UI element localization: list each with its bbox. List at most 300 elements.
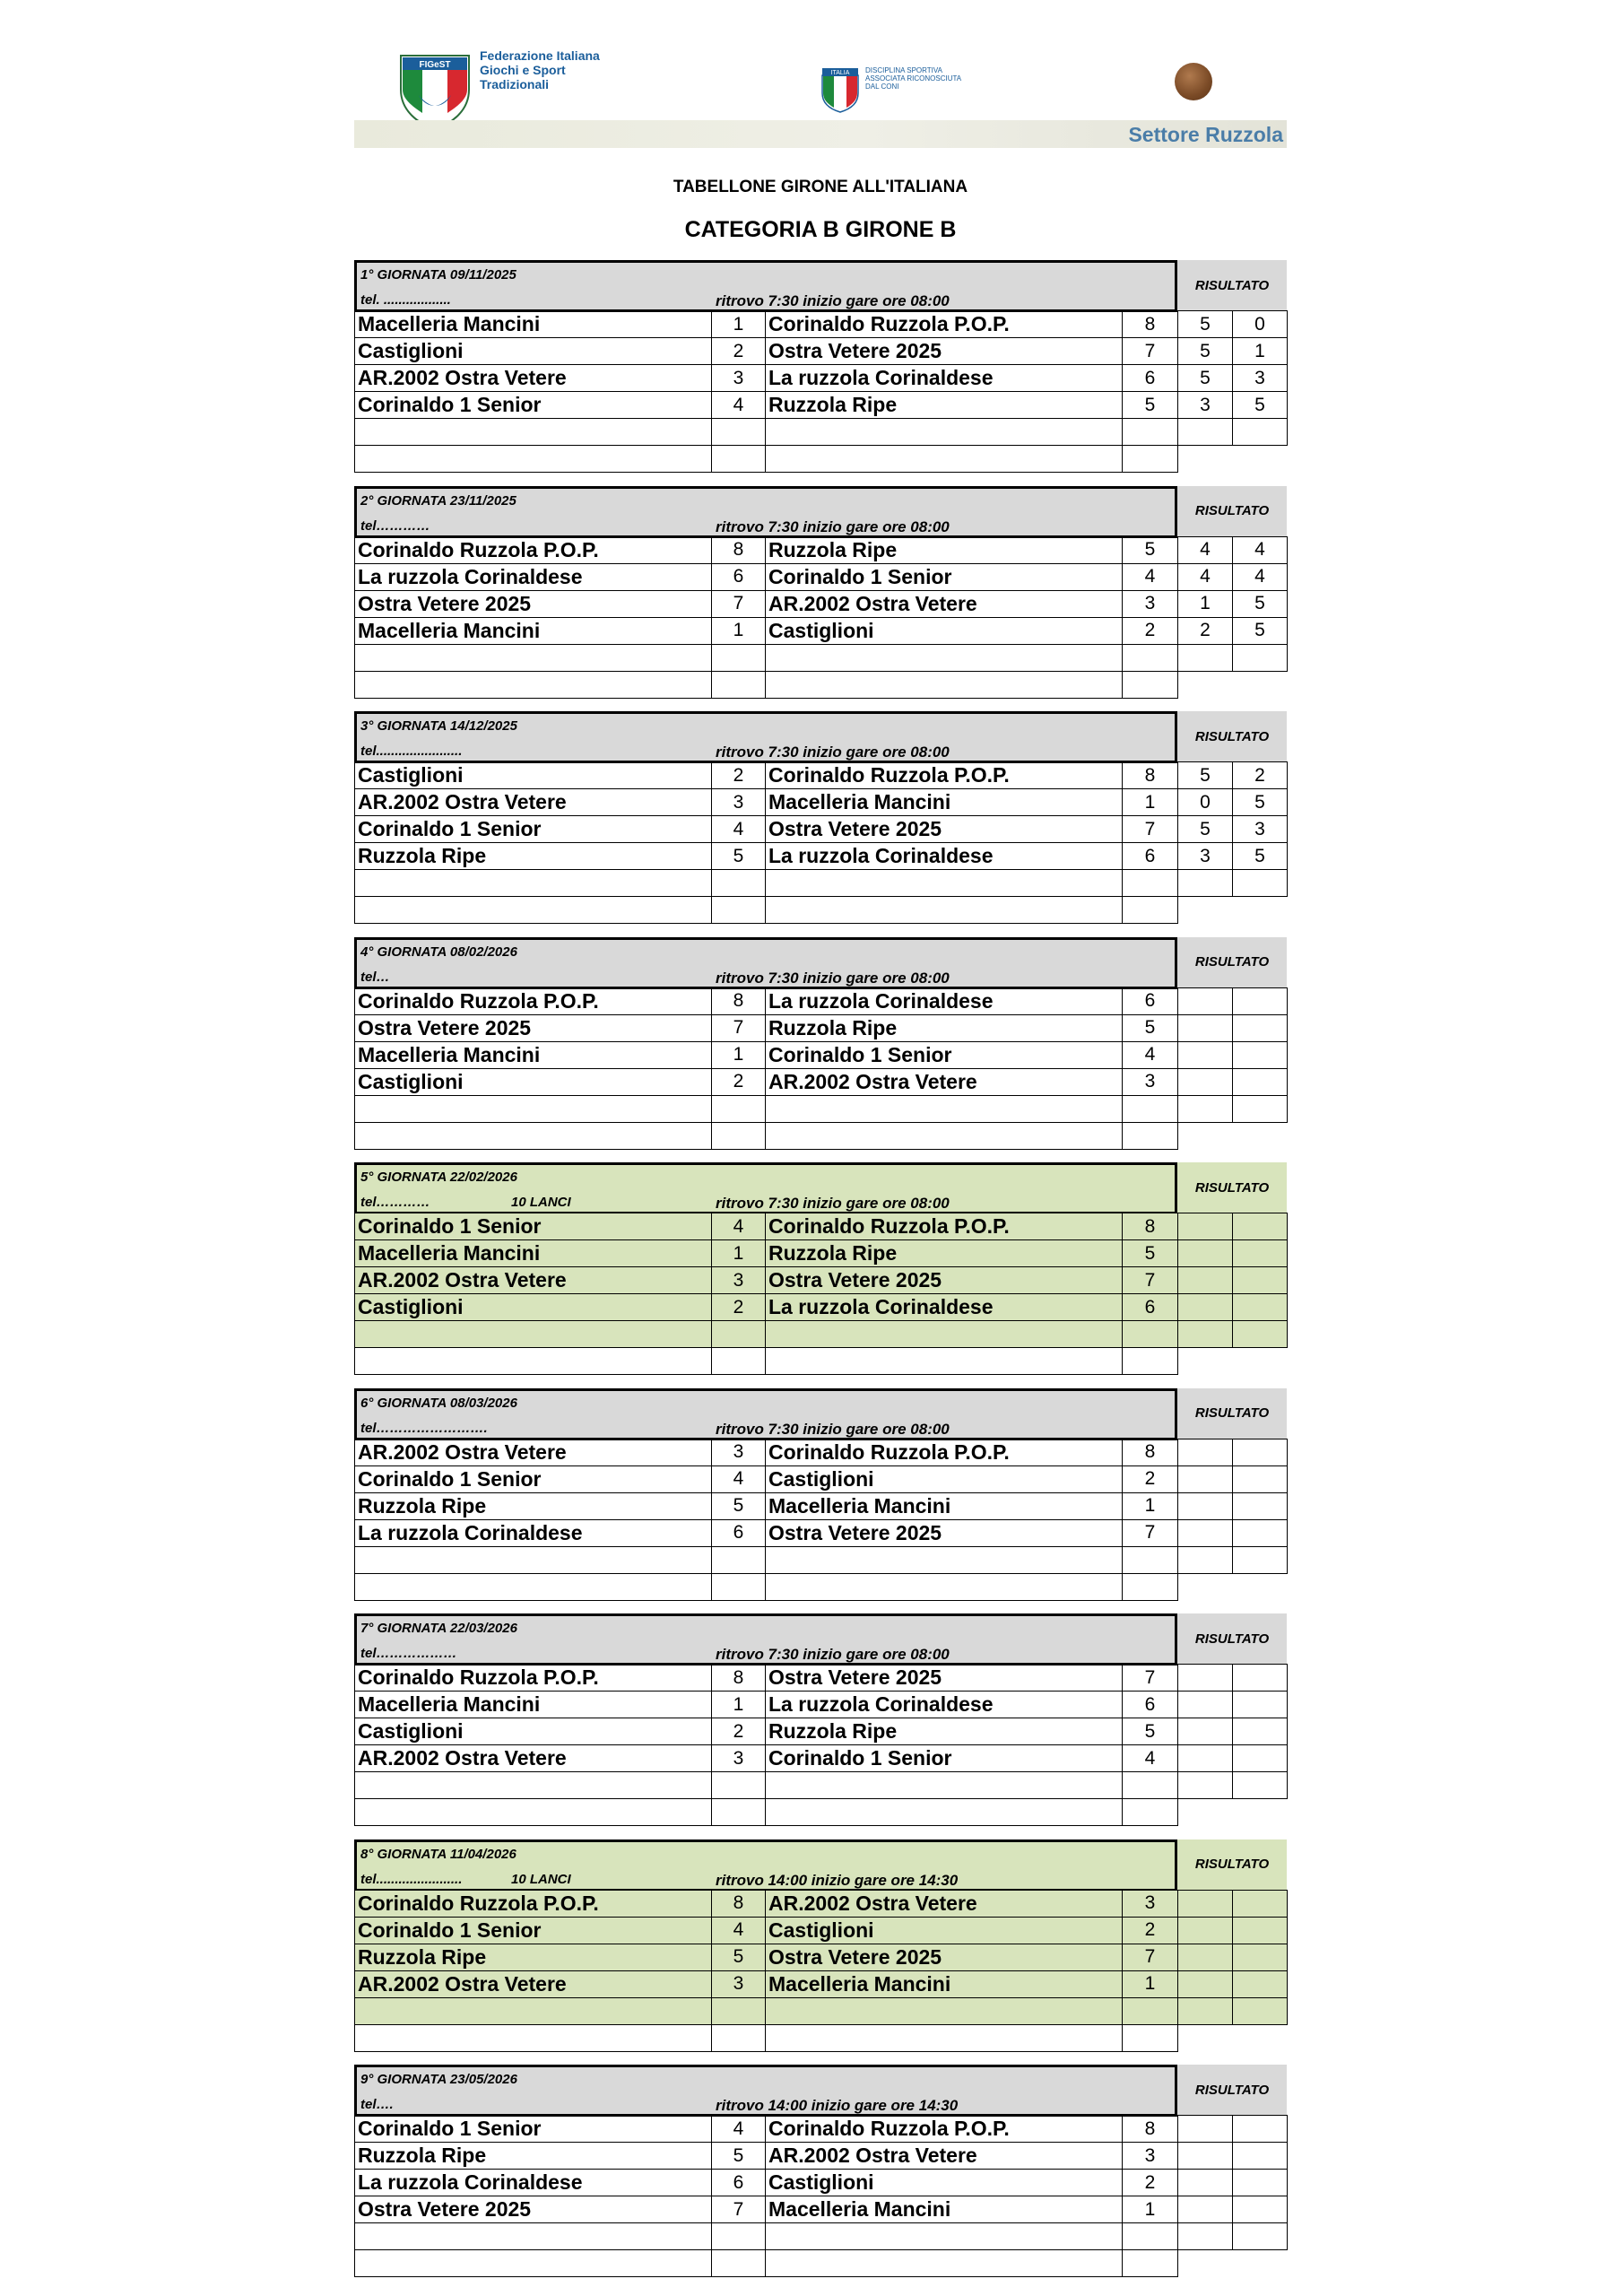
away-number: 2 (1123, 1465, 1178, 1492)
matches-table (354, 1439, 1288, 1601)
home-team: La ruzzola Corinaldese (355, 1519, 712, 1546)
home-team: Ostra Vetere 2025 (355, 590, 712, 617)
result-home (1178, 2196, 1233, 2223)
empty-row (355, 1321, 1288, 1348)
home-number: 5 (712, 1492, 766, 1519)
ruzzola-ball-icon (1175, 63, 1212, 100)
away-team: Ostra Vetere 2025 (766, 1665, 1123, 1692)
home-number: 4 (712, 816, 766, 843)
empty-cell (355, 2024, 712, 2051)
away-team: La ruzzola Corinaldese (766, 365, 1123, 392)
home-team: Castiglioni (355, 1294, 712, 1321)
result-away: 3 (1233, 816, 1288, 843)
match-row (355, 2143, 1288, 2170)
match-row (355, 590, 1288, 617)
round-ritrovo: ritrovo 7:30 inizio gare ore 08:00 (716, 1195, 950, 1212)
round-block (354, 711, 1287, 913)
home-team: Castiglioni (355, 338, 712, 365)
result-away (1233, 1068, 1288, 1095)
home-team: La ruzzola Corinaldese (355, 2170, 712, 2196)
away-team: Corinaldo Ruzzola P.O.P. (766, 1439, 1123, 1465)
home-number: 1 (712, 311, 766, 338)
result-away (1233, 1014, 1288, 1041)
home-number: 7 (712, 2196, 766, 2223)
result-home (1178, 1970, 1233, 1997)
home-team: Castiglioni (355, 762, 712, 789)
result-home (1178, 2116, 1233, 2143)
empty-row (355, 671, 1288, 698)
away-number: 7 (1123, 1944, 1178, 1970)
away-number: 5 (1123, 1240, 1178, 1267)
empty-cell (1123, 870, 1178, 897)
away-team: AR.2002 Ostra Vetere (766, 1890, 1123, 1917)
result-away (1233, 1944, 1288, 1970)
round-title: 1° GIORNATA 09/11/2025 (360, 267, 516, 283)
result-away: 4 (1233, 563, 1288, 590)
empty-cell (355, 446, 712, 473)
home-number: 1 (712, 617, 766, 644)
result-away: 0 (1233, 311, 1288, 338)
away-team: Ruzzola Ripe (766, 536, 1123, 563)
empty-cell (1178, 1799, 1233, 1826)
home-team: Castiglioni (355, 1718, 712, 1745)
empty-cell (1233, 671, 1288, 698)
result-home (1178, 1294, 1233, 1321)
result-away: 2 (1233, 762, 1288, 789)
away-team: La ruzzola Corinaldese (766, 843, 1123, 870)
home-number: 3 (712, 1745, 766, 1772)
empty-row (355, 1573, 1288, 1600)
result-home (1178, 1745, 1233, 1772)
home-number: 2 (712, 1718, 766, 1745)
empty-cell (1233, 1799, 1288, 1826)
empty-cell (1178, 1997, 1233, 2024)
away-team: Ruzzola Ripe (766, 1718, 1123, 1745)
match-row (355, 1718, 1288, 1745)
empty-cell (355, 671, 712, 698)
empty-cell (766, 1321, 1123, 1348)
result-away (1233, 1294, 1288, 1321)
match-row (355, 1745, 1288, 1772)
home-number: 4 (712, 1213, 766, 1240)
round-header (354, 1388, 1177, 1440)
result-home: 4 (1178, 563, 1233, 590)
away-number: 7 (1123, 1519, 1178, 1546)
away-number: 5 (1123, 1014, 1178, 1041)
coni-text-line: DAL CONI (865, 83, 899, 91)
away-team: Corinaldo Ruzzola P.O.P. (766, 1213, 1123, 1240)
document-header (354, 45, 1287, 148)
match-row (355, 536, 1288, 563)
result-home (1178, 1213, 1233, 1240)
result-home: 3 (1178, 392, 1233, 419)
home-number: 2 (712, 1294, 766, 1321)
round-block (354, 1388, 1287, 1590)
result-away (1233, 2143, 1288, 2170)
result-home (1178, 1519, 1233, 1546)
away-number: 8 (1123, 2116, 1178, 2143)
empty-cell (355, 644, 712, 671)
away-number: 3 (1123, 1068, 1178, 1095)
home-team: Ruzzola Ripe (355, 843, 712, 870)
result-away (1233, 1692, 1288, 1718)
away-team: AR.2002 Ostra Vetere (766, 2143, 1123, 2170)
round-title: 4° GIORNATA 08/02/2026 (360, 944, 517, 960)
home-team: Ruzzola Ripe (355, 1944, 712, 1970)
result-home (1178, 1890, 1233, 1917)
home-number: 3 (712, 1970, 766, 1997)
coni-abbr: ITALIA (830, 70, 850, 76)
settore-label: Settore Ruzzola (1128, 123, 1283, 146)
empty-cell (355, 1772, 712, 1799)
empty-cell (1233, 1997, 1288, 2024)
empty-cell (712, 446, 766, 473)
match-row (355, 762, 1288, 789)
away-team: AR.2002 Ostra Vetere (766, 1068, 1123, 1095)
result-label: RISULTATO (1177, 1613, 1287, 1664)
home-number: 3 (712, 1267, 766, 1294)
empty-cell (1233, 1348, 1288, 1375)
empty-row (355, 1546, 1288, 1573)
empty-row (355, 446, 1288, 473)
home-team: AR.2002 Ostra Vetere (355, 789, 712, 816)
home-number: 3 (712, 789, 766, 816)
empty-cell (1123, 1321, 1178, 1348)
result-label: RISULTATO (1177, 1388, 1287, 1439)
result-away (1233, 1890, 1288, 1917)
match-row (355, 1294, 1288, 1321)
empty-cell (1178, 1573, 1233, 1600)
result-home (1178, 987, 1233, 1014)
empty-cell (1233, 1321, 1288, 1348)
away-number: 4 (1123, 1745, 1178, 1772)
empty-cell (712, 644, 766, 671)
away-team: Castiglioni (766, 1917, 1123, 1944)
result-away: 3 (1233, 365, 1288, 392)
result-away: 5 (1233, 789, 1288, 816)
result-home (1178, 1492, 1233, 1519)
empty-cell (766, 2223, 1123, 2250)
away-team: Ruzzola Ripe (766, 392, 1123, 419)
home-number: 1 (712, 1240, 766, 1267)
round-ritrovo: ritrovo 14:00 inizio gare ore 14:30 (716, 2097, 959, 2114)
result-home: 2 (1178, 617, 1233, 644)
empty-cell (355, 1997, 712, 2024)
empty-cell (1178, 2250, 1233, 2277)
empty-cell (712, 897, 766, 924)
match-row (355, 1439, 1288, 1465)
empty-cell (766, 419, 1123, 446)
round-lanci: 10 LANCI (511, 1871, 571, 1887)
result-away (1233, 1519, 1288, 1546)
result-home: 0 (1178, 789, 1233, 816)
empty-cell (766, 1348, 1123, 1375)
round-header (354, 937, 1177, 989)
empty-cell (1178, 1546, 1233, 1573)
empty-cell (1233, 1573, 1288, 1600)
empty-cell (1178, 1321, 1233, 1348)
away-team: Ruzzola Ripe (766, 1240, 1123, 1267)
empty-cell (355, 2250, 712, 2277)
result-home: 5 (1178, 762, 1233, 789)
match-row (355, 1944, 1288, 1970)
match-row (355, 617, 1288, 644)
away-number: 5 (1123, 536, 1178, 563)
empty-cell (1123, 1122, 1178, 1149)
empty-cell (712, 1799, 766, 1826)
empty-cell (1123, 1348, 1178, 1375)
result-away (1233, 1240, 1288, 1267)
empty-cell (1178, 2223, 1233, 2250)
home-team: Corinaldo Ruzzola P.O.P. (355, 1665, 712, 1692)
empty-cell (766, 1546, 1123, 1573)
home-number: 2 (712, 762, 766, 789)
result-away: 5 (1233, 843, 1288, 870)
result-away (1233, 1665, 1288, 1692)
round-ritrovo: ritrovo 7:30 inizio gare ore 08:00 (716, 969, 950, 987)
home-team: AR.2002 Ostra Vetere (355, 1970, 712, 1997)
empty-cell (355, 1122, 712, 1149)
empty-row (355, 2024, 1288, 2051)
result-home: 5 (1178, 816, 1233, 843)
result-home: 4 (1178, 536, 1233, 563)
away-number: 2 (1123, 617, 1178, 644)
document-title: TABELLONE GIRONE ALL'ITALIANA (673, 178, 968, 196)
coni-shield-logo-icon (820, 66, 860, 113)
empty-cell (766, 870, 1123, 897)
empty-cell (712, 1772, 766, 1799)
away-number: 8 (1123, 1213, 1178, 1240)
home-team: Corinaldo 1 Senior (355, 392, 712, 419)
round-block (354, 486, 1287, 688)
match-row (355, 1041, 1288, 1068)
result-home (1178, 1240, 1233, 1267)
away-team: La ruzzola Corinaldese (766, 1692, 1123, 1718)
away-number: 6 (1123, 1294, 1178, 1321)
empty-row (355, 419, 1288, 446)
empty-cell (766, 1772, 1123, 1799)
result-away (1233, 2116, 1288, 2143)
empty-row (355, 870, 1288, 897)
match-row (355, 1665, 1288, 1692)
home-number: 4 (712, 1465, 766, 1492)
away-number: 4 (1123, 563, 1178, 590)
result-home: 1 (1178, 590, 1233, 617)
away-team: Ostra Vetere 2025 (766, 1519, 1123, 1546)
empty-cell (1178, 1772, 1233, 1799)
result-away (1233, 1439, 1288, 1465)
result-label: RISULTATO (1177, 711, 1287, 761)
coni-recognition-text (865, 66, 961, 91)
empty-cell (766, 2250, 1123, 2277)
result-home (1178, 1917, 1233, 1944)
empty-cell (712, 1122, 766, 1149)
away-team: Corinaldo Ruzzola P.O.P. (766, 2116, 1123, 2143)
result-away: 5 (1233, 617, 1288, 644)
coni-text-line: DISCIPLINA SPORTIVA (865, 66, 942, 74)
round-tel: tel. .................. (360, 292, 451, 308)
result-home (1178, 1692, 1233, 1718)
empty-cell (1233, 870, 1288, 897)
empty-cell (1123, 1095, 1178, 1122)
round-block (354, 1613, 1287, 1815)
away-team: Macelleria Mancini (766, 1492, 1123, 1519)
round-ritrovo: ritrovo 7:30 inizio gare ore 08:00 (716, 744, 950, 761)
match-row (355, 1465, 1288, 1492)
federation-name-line: Giochi e Sport (480, 63, 566, 77)
away-number: 6 (1123, 365, 1178, 392)
matches-table (354, 761, 1288, 924)
home-number: 8 (712, 1665, 766, 1692)
match-row (355, 843, 1288, 870)
round-ritrovo: ritrovo 7:30 inizio gare ore 08:00 (716, 1646, 950, 1663)
round-ritrovo: ritrovo 7:30 inizio gare ore 08:00 (716, 517, 950, 535)
empty-cell (712, 1348, 766, 1375)
empty-cell (1178, 897, 1233, 924)
round-header (354, 1839, 1177, 1892)
result-home (1178, 1665, 1233, 1692)
result-away (1233, 1718, 1288, 1745)
empty-cell (1233, 2024, 1288, 2051)
result-away (1233, 2196, 1288, 2223)
empty-cell (1123, 419, 1178, 446)
matches-table (354, 2115, 1288, 2277)
empty-cell (1178, 870, 1233, 897)
empty-cell (1123, 1799, 1178, 1826)
federation-name-line: Federazione Italiana (480, 48, 600, 63)
matches-table (354, 1890, 1288, 2052)
empty-cell (1178, 1095, 1233, 1122)
figest-shield-logo-icon (397, 50, 473, 131)
empty-cell (712, 1095, 766, 1122)
match-row (355, 2170, 1288, 2196)
result-away: 5 (1233, 392, 1288, 419)
empty-cell (766, 1799, 1123, 1826)
round-tel: tel……………………. (360, 1420, 488, 1436)
empty-cell (1233, 419, 1288, 446)
match-row (355, 1692, 1288, 1718)
round-title: 2° GIORNATA 23/11/2025 (360, 492, 516, 509)
result-home: 5 (1178, 365, 1233, 392)
round-header (354, 2065, 1177, 2117)
home-number: 8 (712, 536, 766, 563)
match-row (355, 365, 1288, 392)
away-number: 1 (1123, 1970, 1178, 1997)
away-number: 1 (1123, 1492, 1178, 1519)
empty-row (355, 1997, 1288, 2024)
away-number: 7 (1123, 1665, 1178, 1692)
empty-cell (355, 419, 712, 446)
away-number: 3 (1123, 1890, 1178, 1917)
home-number: 5 (712, 1944, 766, 1970)
home-number: 6 (712, 2170, 766, 2196)
away-number: 6 (1123, 987, 1178, 1014)
home-team: Macelleria Mancini (355, 1692, 712, 1718)
round-title: 5° GIORNATA 22/02/2026 (360, 1170, 517, 1185)
result-away (1233, 1917, 1288, 1944)
empty-cell (712, 671, 766, 698)
empty-cell (355, 1095, 712, 1122)
round-header (354, 711, 1177, 763)
round-tel: tel………… (360, 1195, 430, 1210)
round-tel: tel…. (360, 2097, 394, 2112)
coni-text-line: ASSOCIATA RICONOSCIUTA (865, 74, 962, 83)
empty-cell (766, 644, 1123, 671)
away-team: Corinaldo 1 Senior (766, 1745, 1123, 1772)
away-number: 8 (1123, 762, 1178, 789)
empty-cell (766, 671, 1123, 698)
empty-cell (766, 2024, 1123, 2051)
round-block (354, 1839, 1287, 2041)
home-team: Corinaldo Ruzzola P.O.P. (355, 536, 712, 563)
home-team: Macelleria Mancini (355, 617, 712, 644)
away-team: Macelleria Mancini (766, 1970, 1123, 1997)
home-team: AR.2002 Ostra Vetere (355, 365, 712, 392)
empty-cell (1178, 2024, 1233, 2051)
empty-cell (1178, 1122, 1233, 1149)
empty-cell (355, 870, 712, 897)
result-home: 5 (1178, 338, 1233, 365)
result-label: RISULTATO (1177, 937, 1287, 987)
empty-cell (1123, 1997, 1178, 2024)
home-team: Castiglioni (355, 1068, 712, 1095)
round-tel: tel………… (360, 517, 430, 534)
empty-cell (766, 1122, 1123, 1149)
match-row (355, 789, 1288, 816)
empty-cell (355, 1348, 712, 1375)
match-row (355, 311, 1288, 338)
home-number: 8 (712, 987, 766, 1014)
empty-cell (1233, 446, 1288, 473)
round-lanci: 10 LANCI (511, 1195, 571, 1210)
home-team: Ostra Vetere 2025 (355, 1014, 712, 1041)
away-number: 5 (1123, 1718, 1178, 1745)
empty-cell (1123, 1546, 1178, 1573)
matches-table (354, 1664, 1288, 1826)
result-label: RISULTATO (1177, 1162, 1287, 1213)
empty-cell (766, 1095, 1123, 1122)
home-number: 3 (712, 1439, 766, 1465)
round-tel: tel……………… (360, 1646, 457, 1661)
away-number: 8 (1123, 311, 1178, 338)
empty-row (355, 644, 1288, 671)
result-home (1178, 1068, 1233, 1095)
empty-cell (1233, 897, 1288, 924)
empty-cell (712, 1573, 766, 1600)
empty-row (355, 1772, 1288, 1799)
round-title: 6° GIORNATA 08/03/2026 (360, 1395, 517, 1411)
empty-cell (766, 1573, 1123, 1600)
result-label: RISULTATO (1177, 2065, 1287, 2115)
result-home (1178, 1944, 1233, 1970)
result-away (1233, 1213, 1288, 1240)
empty-cell (355, 1321, 712, 1348)
match-row (355, 1519, 1288, 1546)
empty-cell (1233, 2250, 1288, 2277)
round-tel: tel… (360, 969, 390, 985)
empty-cell (1233, 2223, 1288, 2250)
home-team: Ostra Vetere 2025 (355, 2196, 712, 2223)
away-number: 6 (1123, 1692, 1178, 1718)
home-number: 5 (712, 843, 766, 870)
figest-abbr: FIGeST (419, 60, 451, 70)
empty-cell (1178, 644, 1233, 671)
match-row (355, 2196, 1288, 2223)
home-team: Ruzzola Ripe (355, 2143, 712, 2170)
empty-cell (1178, 446, 1233, 473)
round-title: 3° GIORNATA 14/12/2025 (360, 718, 517, 734)
away-team: La ruzzola Corinaldese (766, 1294, 1123, 1321)
